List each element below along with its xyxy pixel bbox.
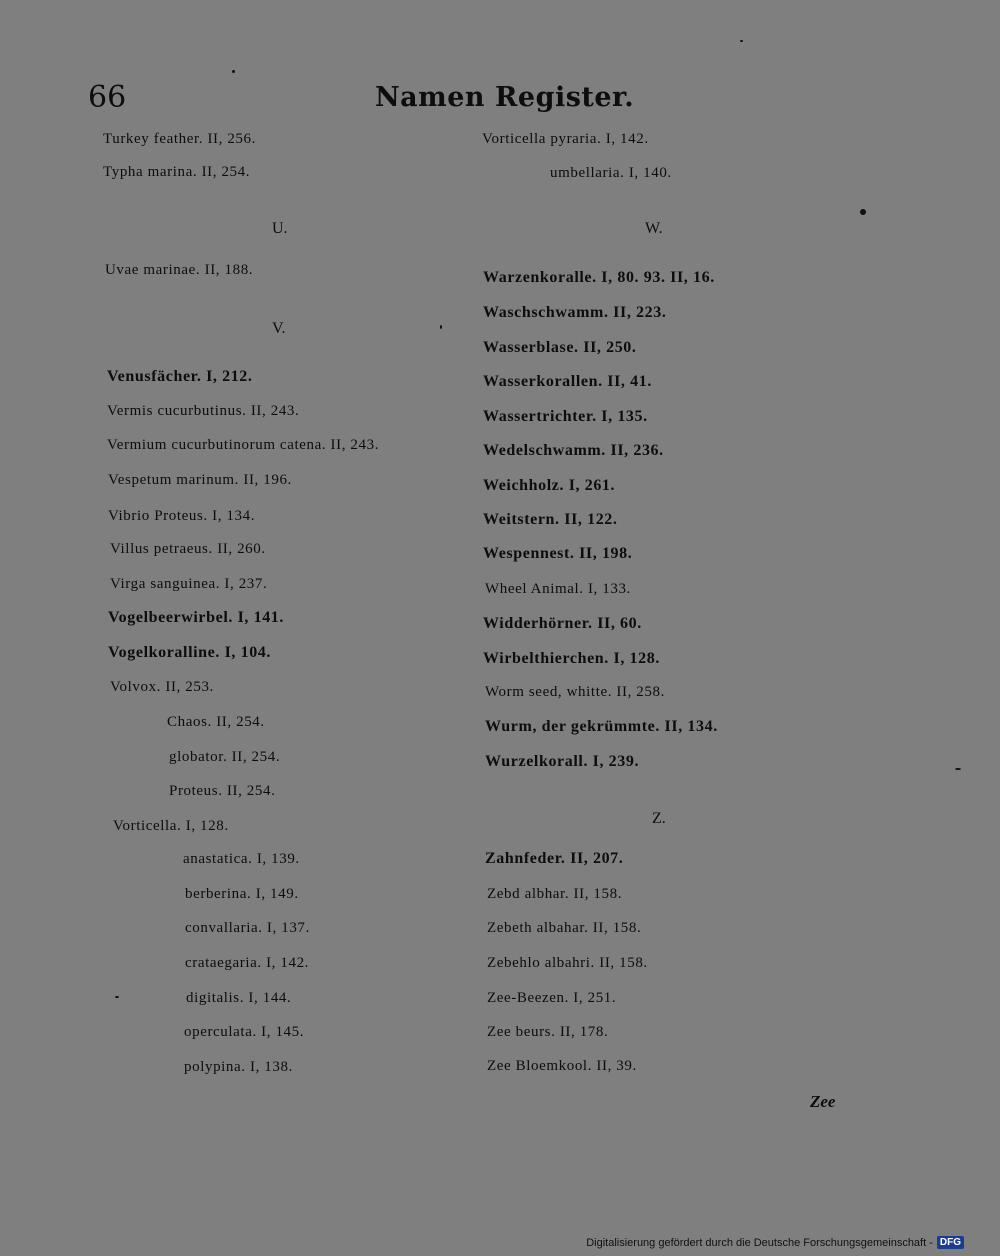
index-entry: Villus petraeus. II, 260. <box>110 541 266 557</box>
index-entry: Vibrio Proteus. I, 134. <box>108 508 256 524</box>
index-entry: Wurzelkorall. I, 239. <box>485 753 640 770</box>
section-letter: U. <box>272 220 288 237</box>
index-entry: umbellaria. I, 140. <box>550 165 672 181</box>
scan-speck <box>740 40 743 42</box>
page-number: 66 <box>88 80 127 115</box>
index-entry: Waschschwamm. II, 223. <box>483 304 667 321</box>
index-entry: crataegaria. I, 142. <box>185 955 310 971</box>
index-entry: Zee-Beezen. I, 251. <box>487 990 617 1006</box>
scan-speck <box>115 996 119 998</box>
section-letter: W. <box>645 220 663 237</box>
scan-speck <box>232 70 235 73</box>
index-entry: Typha marina. II, 254. <box>103 164 251 180</box>
index-entry: Zee beurs. II, 178. <box>487 1024 609 1040</box>
index-entry: Zee Bloemkool. II, 39. <box>487 1058 637 1074</box>
index-entry: Vogelkoralline. I, 104. <box>108 644 271 661</box>
index-entry: Worm seed, whitte. II, 258. <box>485 684 665 700</box>
index-entry: Vogelbeerwirbel. I, 141. <box>108 609 285 626</box>
index-entry: Wedelschwamm. II, 236. <box>483 442 664 459</box>
index-entry: convallaria. I, 137. <box>185 920 310 936</box>
index-entry: Turkey feather. II, 256. <box>103 131 256 147</box>
index-entry: Wasserblase. II, 250. <box>483 339 637 356</box>
index-entry: Vorticella. I, 128. <box>113 818 229 834</box>
index-entry: Volvox. II, 253. <box>110 679 214 695</box>
section-letter: Z. <box>652 810 666 827</box>
index-entry: Zahnfeder. II, 207. <box>485 850 624 867</box>
index-entry: berberina. I, 149. <box>185 886 299 902</box>
footer-credit: Digitalisierung gefördert durch die Deutsche Forschungsgemeinschaft - <box>586 1236 933 1249</box>
index-entry: Zebehlo albahri. II, 158. <box>487 955 648 971</box>
index-entry: Zebeth albahar. II, 158. <box>487 920 642 936</box>
digitization-footer <box>586 1236 964 1249</box>
index-entry: Proteus. II, 254. <box>169 783 276 799</box>
catchword: Zee <box>810 1092 836 1111</box>
index-entry: Vermium cucurbutinorum catena. II, 243. <box>107 437 380 453</box>
scan-speck <box>860 209 866 215</box>
index-entry: Uvae marinae. II, 188. <box>105 262 254 278</box>
index-entry: Wirbelthierchen. I, 128. <box>483 650 660 667</box>
index-entry: digitalis. I, 144. <box>186 990 292 1006</box>
index-entry: Warzenkoralle. I, 80. 93. II, 16. <box>483 269 715 286</box>
index-entry: Wheel Animal. I, 133. <box>485 581 631 597</box>
index-entry: Vermis cucurbutinus. II, 243. <box>107 403 300 419</box>
index-entry: Wespennest. II, 198. <box>483 545 633 562</box>
scan-speck <box>440 325 442 329</box>
index-entry: Wurm, der gekrümmte. II, 134. <box>485 718 718 735</box>
index-entry: Virga sanguinea. I, 237. <box>110 576 268 592</box>
index-entry: Chaos. II, 254. <box>167 714 265 730</box>
index-entry: Zebd albhar. II, 158. <box>487 886 623 902</box>
index-entry: Wassertrichter. I, 135. <box>483 408 648 425</box>
index-entry: Wasserkorallen. II, 41. <box>483 373 652 390</box>
scan-speck <box>955 768 961 770</box>
section-letter: V. <box>272 320 286 337</box>
index-entry: Vorticella pyraria. I, 142. <box>482 131 649 147</box>
index-entry: Venusfächer. I, 212. <box>107 368 253 385</box>
index-entry: polypina. I, 138. <box>184 1059 293 1075</box>
index-entry: Weitstern. II, 122. <box>483 511 618 528</box>
index-entry: operculata. I, 145. <box>184 1024 305 1040</box>
index-entry: anastatica. I, 139. <box>183 851 300 867</box>
index-entry: Widderhörner. II, 60. <box>483 615 642 632</box>
index-entry: Weichholz. I, 261. <box>483 477 616 494</box>
page-title: Namen Register. <box>375 82 635 113</box>
index-entry: globator. II, 254. <box>169 749 281 765</box>
dfg-logo: DFG <box>937 1236 964 1249</box>
index-entry: Vespetum marinum. II, 196. <box>108 472 292 488</box>
